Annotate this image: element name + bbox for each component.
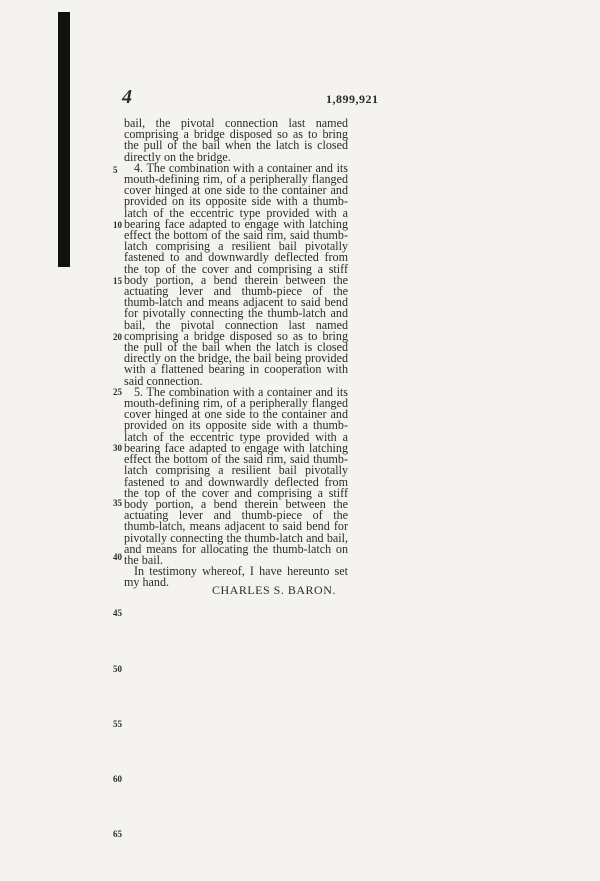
line-number: 10 — [113, 220, 122, 230]
line-number: 60 — [113, 774, 122, 784]
line-number: 25 — [113, 387, 122, 397]
line-number: 50 — [113, 664, 122, 674]
claim-4: 4. The combination with a container and its mouth-defining rim, of a peripherally flanged cover hinged at one side to the container and provided on its opposite side with a thumb-latch of the eccentric type provided with a bearing face adapted to engage with latching effect the bottom of the said rim, said thumb-latch comprising a resilient bail pivotally fastened to and downwardly deflected from the top of the cover and comprising a stiff body portion, a bend therein between the actuating lever and thumb-piece of the thumb-latch and means adjacent to said bend for pivotally connecting the thumb-latch and bail, the pivotal connection last named comprising a bridge disposed so as to bring the pull of the bail when the latch is closed directly on the bridge, the bail being provided with a flattened bearing in cooperation with said connection. — [124, 160, 348, 388]
inventor-signature: CHARLES S. BARON. — [212, 583, 336, 597]
line-number: 55 — [113, 719, 122, 729]
line-number: 45 — [113, 608, 122, 618]
line-number: 5 — [113, 165, 118, 175]
patent-text-column — [124, 118, 348, 589]
testimony-clause: In testimony whereof, I have hereunto set my hand. — [124, 564, 348, 590]
line-number: 40 — [113, 552, 122, 562]
page-number: 4 — [122, 86, 132, 108]
line-number: 15 — [113, 276, 122, 286]
line-number: 30 — [113, 443, 122, 453]
patent-number: 1,899,921 — [326, 92, 379, 106]
line-number: 35 — [113, 498, 122, 508]
binding-edge — [58, 12, 70, 267]
claim-5: 5. The combination with a container and its mouth-defining rim, of a peripherally flanged cover hinged at one side to the container and provided on its opposite side with a thumb-latch of the eccentric type provided with a bearing face adapted to engage with latching effect the bottom of the said rim, said thumb-latch comprising a resilient bail pivotally fastened to and downwardly deflected from the top of the cover and comprising a stiff body portion, a bend therein between the actuating lever and thumb-piece of the thumb-latch, means adjacent to said bend for pivotally connecting the thumb-latch and bail, and means for allocating the thumb-latch on the bail. — [124, 384, 348, 567]
claim-continuation: bail, the pivotal connection last named comprising a bridge disposed so as to bring the pull of the bail when the latch is closed directly on the bridge. — [124, 116, 348, 164]
line-number: 65 — [113, 829, 122, 839]
line-number: 20 — [113, 332, 122, 342]
